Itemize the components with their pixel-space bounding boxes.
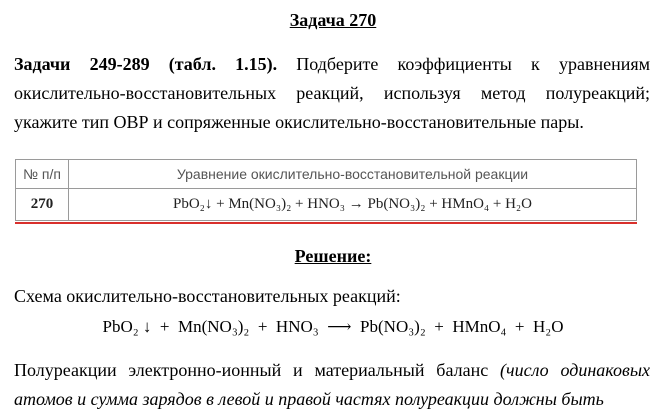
- header-number: № п/п: [16, 160, 69, 189]
- table-underline: [15, 222, 637, 224]
- table-row: [16, 188, 637, 220]
- reaction-table: [15, 159, 637, 221]
- scheme-label: Схема окислительно-восстановительных реакций:: [14, 286, 401, 306]
- solution-heading: Решение:: [294, 246, 372, 266]
- task-lead: Задачи 249-289 (табл. 1.15).: [14, 54, 278, 74]
- header-equation: Уравнение окислительно-восстановительной реакции: [69, 160, 637, 189]
- paragraph-text: Полуреакции электронно-ионный и материальный баланс: [14, 360, 501, 380]
- page-title: Задача 270: [289, 10, 377, 30]
- row-number: 270: [16, 188, 69, 220]
- task-text: Подберите коэффициенты к уравнениям окислительно-восстановительных реакций, используя метод полуреакций; укажите тип ОВР и сопряженные окислительно-восстановительные пары.: [14, 54, 651, 132]
- table-header-row: [16, 160, 637, 189]
- half-reaction-paragraph: [14, 356, 650, 414]
- reaction-equation: PbO₂ ↓ + Mn(NO₃)₂ + HNO₃ ⟶ Pb(NO₃)₂ + HMnO₄ + H₂O: [102, 317, 564, 336]
- paragraph-italic: (число одинаковых атомов и сумма зарядов в левой и правой частях полуреакции должны быть: [14, 360, 650, 409]
- task-statement: [14, 50, 650, 137]
- row-equation: PbO₂↓ + Mn(NO₃)₂ + HNO₃ → Pb(NO₃)₂ + HMnO₄ + H₂O: [69, 188, 637, 220]
